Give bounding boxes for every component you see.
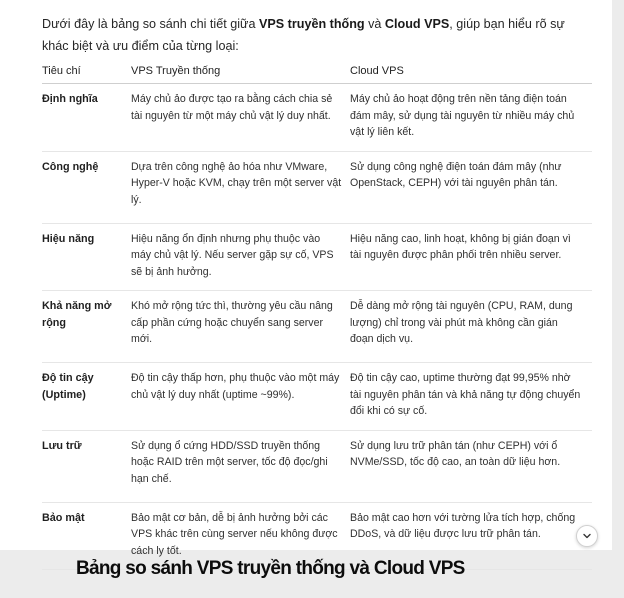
table-row xyxy=(42,223,592,291)
scroll-down-button[interactable] xyxy=(576,525,598,547)
row-traditional-value: Hiệu năng ổn định nhưng phụ thuộc vào máy chủ vật lý. Nếu server gặp sự cố, VPS sẽ bị ảnh hưởng. xyxy=(131,223,350,291)
intro-prefix: Dưới đây là bảng so sánh chi tiết giữa xyxy=(42,17,259,31)
row-traditional-value: Bảo mật cơ bản, dễ bị ảnh hưởng bởi các VPS khác trên cùng server nếu không được cách ly tốt. xyxy=(131,502,350,570)
row-cloud-value: Máy chủ ảo hoạt động trên nền tảng điện toán đám mây, sử dụng tài nguyên từ nhiều máy chủ vật lý liên kết. xyxy=(350,84,592,152)
table-row xyxy=(42,291,592,363)
figure-caption: Bảng so sánh VPS truyền thống và Cloud VPS xyxy=(76,558,465,579)
header-traditional-vps: VPS Truyền thống xyxy=(131,60,350,84)
row-criterion: Khả năng mở rộng xyxy=(42,291,131,363)
row-traditional-value: Khó mở rộng tức thì, thường yêu cầu nâng cấp phần cứng hoặc chuyển sang server mới. xyxy=(131,291,350,363)
intro-paragraph xyxy=(42,13,582,57)
table-header-row xyxy=(42,60,592,84)
table-row xyxy=(42,151,592,223)
table-row xyxy=(42,84,592,152)
row-traditional-value: Dựa trên công nghệ ảo hóa như VMware, Hyper-V hoặc KVM, chạy trên một server vật lý. xyxy=(131,151,350,223)
row-cloud-value: Dễ dàng mở rộng tài nguyên (CPU, RAM, dung lượng) chỉ trong vài phút mà không cần gián đoạn dịch vụ. xyxy=(350,291,592,363)
row-cloud-value: Sử dụng công nghệ điện toán đám mây (như OpenStack, CEPH) với tài nguyên phân tán. xyxy=(350,151,592,223)
row-cloud-value: Sử dụng lưu trữ phân tán (như CEPH) với ổ NVMe/SSD, tốc độ cao, an toàn dữ liệu hơn. xyxy=(350,430,592,502)
intro-term-cloud: Cloud VPS xyxy=(384,17,450,31)
table-row xyxy=(42,430,592,502)
intro-term-traditional: VPS truyền thống xyxy=(258,17,365,31)
intro-suffix: , giúp bạn hiểu rõ sự khác biệt và ưu điểm của từng loại: xyxy=(42,17,565,53)
header-criterion: Tiêu chí xyxy=(42,60,131,84)
row-traditional-value: Độ tin cậy thấp hơn, phụ thuộc vào một máy chủ vật lý duy nhất (uptime ~99%). xyxy=(131,363,350,431)
row-criterion: Bảo mật xyxy=(42,502,131,570)
row-criterion: Hiệu năng xyxy=(42,223,131,291)
intro-middle: và xyxy=(364,17,385,31)
row-cloud-value: Hiệu năng cao, linh hoạt, không bị gián đoạn vì tài nguyên được phân phối trên nhiều server. xyxy=(350,223,592,291)
row-criterion: Công nghệ xyxy=(42,151,131,223)
row-cloud-value: Độ tin cậy cao, uptime thường đạt 99,95% nhờ tài nguyên phân tán và khả năng tự động chuyển đổi khi có sự cố. xyxy=(350,363,592,431)
row-criterion: Lưu trữ xyxy=(42,430,131,502)
header-cloud-vps: Cloud VPS xyxy=(350,60,592,84)
row-criterion: Độ tin cậy (Uptime) xyxy=(42,363,131,431)
row-traditional-value: Máy chủ ảo được tạo ra bằng cách chia sẻ tài nguyên từ một máy chủ vật lý duy nhất. xyxy=(131,84,350,152)
row-traditional-value: Sử dụng ổ cứng HDD/SSD truyền thống hoặc RAID trên một server, tốc độ đọc/ghi hạn chế. xyxy=(131,430,350,502)
row-criterion: Định nghĩa xyxy=(42,84,131,152)
row-cloud-value: Bảo mật cao hơn với tường lửa tích hợp, chống DDoS, và dữ liệu được lưu trữ phân tán. xyxy=(350,502,592,570)
chevron-down-icon xyxy=(582,531,592,541)
comparison-table xyxy=(42,60,592,570)
table-row xyxy=(42,363,592,431)
